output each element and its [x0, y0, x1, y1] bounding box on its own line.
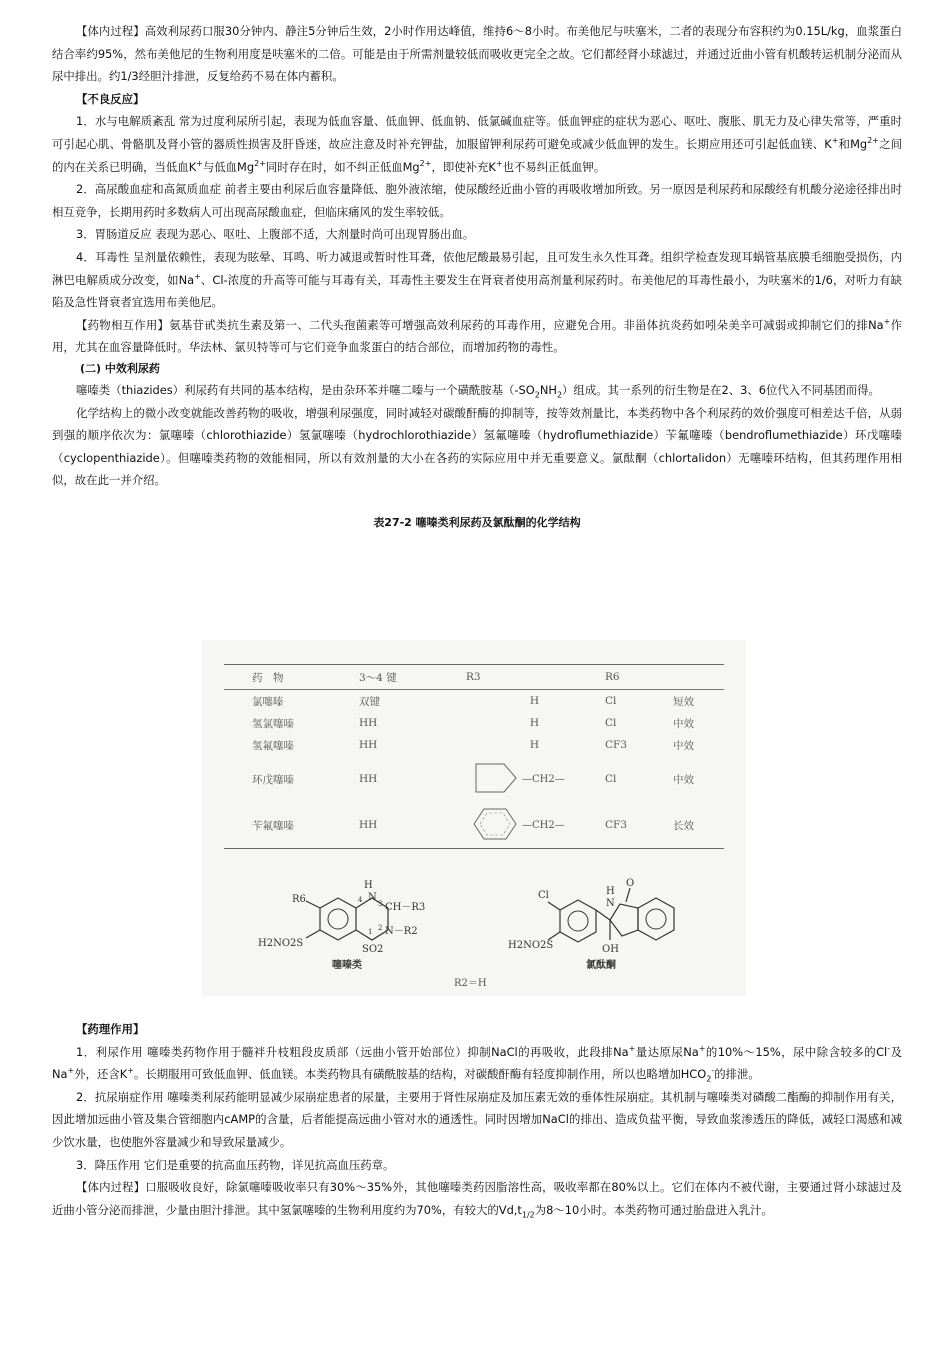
atom-o: O — [626, 878, 635, 889]
cell-bond: HH — [359, 739, 378, 751]
paragraph-electrolyte: 1．水与电解质紊乱 常为过度利尿所引起，表现为低血容量、低血钾、低血钠、低氯碱血症等。低血钾症的症状为恶心、呕吐、腹胀、肌无力及心律失常等，严重时可引起心肌、骨骼肌及肾小管的器质性损害及肝昏迷，故应注意及时补充钾盐，加服留钾利尿药可避免或减少低血钾的发生。长期应用还可引起低血镁、K+和$Mg^{2+}$之间的内在关系已明确，当低血K+与低血$Mg^{2+}$同时存在时，如不纠正低血$Mg^{2+}$，即使补充K+也不易纠正低血钾。 — [52, 114, 902, 174]
paragraph-pharmacokinetics: 【体内过程】高效利尿药口服30分钟内、静注5分钟后生效，2小时作用达峰值，维持6～8小时。布美他尼与呋塞米，二者的表现分布容积约为0.15L/kg，血浆蛋白结合率约95%，然布美他尼的生物利用度是呋塞米的二倍。可能是由于所需剂量较低而吸收更完全之故。它们都经肾小球滤过，并通过近曲小管有机酸转运机制分泌而从尿中排出。约1/3经胆汁排泄，反复给药不易在体内蓄积。 — [52, 24, 902, 84]
group-so2: SO2 — [362, 944, 384, 955]
r2-note: R2＝H — [454, 978, 487, 989]
cell-bond: HH — [359, 773, 378, 785]
position-4: 4 — [358, 896, 363, 904]
cell-r3 — [465, 756, 604, 802]
group-oh: OH — [602, 944, 619, 955]
heading-moderate-diuretics: (二) 中效利尿药 — [80, 361, 160, 375]
paragraph-interactions: 【药物相互作用】氨基苷甙类抗生素及第一、二代头孢菌素等可增强高效利尿药的耳毒作用，应避免合用。非甾体抗炎药如吲朵美辛可减弱或抑制它们的排Na+作用，尤其在血容量降低时。华法林、氯贝特等可与它们竞争血浆蛋白的结合部位，而增加药物的毒性。 — [52, 316, 902, 355]
group-sulfonamide-2: H2NO2S — [508, 940, 554, 951]
table-header-row — [224, 665, 724, 690]
cell-r6: Cl — [605, 773, 617, 785]
paragraph-thiazide-structure: 噻嗪类（thiazides）利尿药有共同的基本结构，是由杂环苯并噻二嗪与一个磺酰胺基$(-SO_2NH_2)$组成。其一系列的衍生物是在2、3、6位代入不同基团而得。 — [76, 382, 880, 400]
cell-drug: 氯噻嗪 — [252, 695, 284, 708]
table-row — [224, 690, 724, 713]
cell-r3: H — [529, 739, 540, 751]
header-r3: R3 — [465, 665, 604, 690]
thiazide-structure — [306, 898, 388, 940]
paragraph-ototoxicity: 4．耳毒性 呈剂量依赖性，表现为眩晕、耳鸣、听力减退或暂时性耳聋，依他尼酸最易引起，且可发生永久性耳聋。组织学检查发现耳蜗管基底膜毛细胞受损伤，内淋巴电解质成分改变，如Na+、Cl-浓度的升高等可能与耳毒有关，耳毒性主要发生在肾衰者使用高剂量利尿药时。布美他尼的耳毒性最小，为呋塞米的1/6，对听力有缺陷及急性肾衰者宜选用布美他尼。 — [52, 249, 902, 310]
cell-r3 — [465, 802, 604, 849]
group-n-r2: N－R2 — [385, 926, 418, 937]
cell-duration: 中效 — [673, 739, 694, 752]
chlortalidone-label: 氯酞酮 — [586, 960, 616, 971]
document-page — [52, 20, 902, 530]
atom-nh-h: H — [606, 886, 615, 897]
cell-r6: CF3 — [605, 739, 627, 751]
structure-figure — [202, 640, 746, 996]
svg-text:—CH2—: —CH2— — [522, 773, 565, 785]
cell-r3: H — [529, 695, 540, 707]
paragraph-hyperuricemia: 2．高尿酸血症和高氮质血症 前者主要由利尿后血容量降低、胞外液浓缩，使尿酸经近曲小管的再吸收增加所致。另一原因是利尿药和尿酸经有机酸分泌途径排出时相互竞争，长期用药时多数病人可出现高尿酸血症，但临床痛风的发生率较低。 — [52, 182, 902, 219]
header-duration — [672, 665, 724, 690]
table-row — [224, 712, 724, 734]
cell-r3: H — [529, 717, 540, 729]
group-ch-r3: CH－R3 — [385, 902, 426, 913]
cell-duration: 中效 — [673, 717, 694, 730]
cell-r6: CF3 — [604, 802, 672, 849]
cell-drug: 氢氯噻嗪 — [252, 717, 294, 730]
cell-drug: 苄氟噻嗪 — [224, 802, 358, 849]
heading-adverse-reactions: 【不良反应】 — [76, 91, 145, 106]
paragraph-potency: 化学结构上的微小改变就能改善药物的吸收，增强利尿强度，同时减轻对碳酸酐酶的抑制等，按等效剂量比，本类药物中各个利尿药的效价强度可相差达千倍，从弱到强的顺序依次为：氯噻嗪（chlorothiazide）氢氯噻嗪（hydrochlorothiazide）氢氟噻嗪（hydroflumethiazide）苄氟噻嗪（bendroflumethiazide）环戊噻嗪（cyclopenthiazide）。但噻嗪类药物的效能相同，所以有效剂量的大小在各药的实际应用中并无重要意义。氯酞酮（chlortalidon）无噻嗪环结构，但其药理作用相似，故在此一并介绍。 — [52, 405, 902, 488]
table-row — [224, 756, 724, 802]
cell-r6: Cl — [605, 695, 617, 707]
atom-cl: Cl — [538, 890, 549, 901]
cell-drug: 环戊噻嗪 — [252, 773, 294, 786]
cell-bond: 双键 — [359, 695, 380, 708]
document-page-lower — [52, 1018, 902, 1221]
cell-drug: 氢氟噻嗪 — [252, 739, 294, 752]
group-sulfonamide: H2NO2S — [258, 938, 304, 949]
heading-pharmacology: 【药理作用】 — [76, 1022, 145, 1036]
header-r6: R6 — [604, 665, 672, 690]
structure-table — [224, 664, 724, 849]
paragraph-thiazide-kinetics: 【体内过程】口服吸收良好，除氯噻嗪吸收率只有30%～35%外，其他噻嗪类药因脂溶性高，吸收率都在80%以上。它们在体内不被代谢，主要通过肾小球滤过及近曲小管分泌而排泄，少量由胆汁排泄。其中氢氯噻嗪的生物利用度约为70%，有较大的$Vd,t_{1/2}$为8～10小时。本类药物可通过胎盘进入乳汁。 — [52, 1180, 902, 1220]
cell-r6: Cl — [605, 717, 617, 729]
table-caption: 表27-2 噻嗪类利尿药及氯酞酮的化学结构 — [373, 515, 581, 529]
cell-duration: 长效 — [672, 802, 724, 849]
paragraph-antihypertensive: 3．降压作用 它们是重要的抗高血压药物，详见抗高血压药章。 — [76, 1157, 395, 1172]
cell-bond: HH — [359, 717, 378, 729]
table-row — [224, 802, 724, 849]
atom-h: H — [364, 880, 373, 891]
header-drug: 药 物 — [224, 665, 358, 690]
paragraph-antidiuretic: 2．抗尿崩症作用 噻嗪类利尿药能明显减少尿崩症患者的尿量，主要用于肾性尿崩症及加压素无效的垂体性尿崩症。其机制与噻嗪类对磷酸二酯酶的抑制作用有关，因此增加远曲小管及集合管细胞内cAMP的含量，后者能提高远曲小管对水的通透性。同时因增加NaCl的排出、造成负盐平衡，导致血浆渗透压的降低，减轻口渴感和减少饮水量，也使胞外容量减少和导致尿量减少。 — [52, 1089, 902, 1149]
group-r6: R6 — [292, 894, 306, 905]
table-row — [224, 734, 724, 756]
thiazide-label: 噻嗪类 — [332, 960, 362, 971]
paragraph-gastrointestinal: 3．胃肠道反应 表现为恶心、呕吐、上腹部不适，大剂量时尚可出现胃肠出血。 — [76, 227, 475, 242]
cell-duration: 中效 — [673, 773, 694, 786]
header-bond: 3～4 键 — [358, 665, 465, 690]
position-3: 3 — [378, 900, 383, 908]
atom-n4: N — [368, 892, 377, 903]
cell-bond: HH — [358, 802, 465, 849]
position-2: 2 — [378, 924, 383, 932]
cyclopentyl-ring-icon — [466, 758, 596, 798]
atom-nh-n: N — [606, 898, 615, 909]
position-1: 1 — [368, 928, 373, 936]
svg-text:—CH2—: —CH2— — [522, 819, 565, 831]
paragraph-diuretic-action: 1．利尿作用 噻嗪类药物作用于髓袢升枝粗段皮质部（远曲小管开始部位）抑制NaCl的再吸收，此段排Na+量达原尿Na+的10%～15%，尿中除含较多的Cl-及Na+外，还含K+。长期服用可致低血钾、低血镁。本类药物具有磺酰胺基的结构，对碳酸酐酶有轻度抑制作用，所以也略增加$HCO_2^-$的排泄。 — [52, 1043, 902, 1084]
cell-duration: 短效 — [673, 695, 694, 708]
benzyl-ring-icon — [466, 804, 596, 844]
